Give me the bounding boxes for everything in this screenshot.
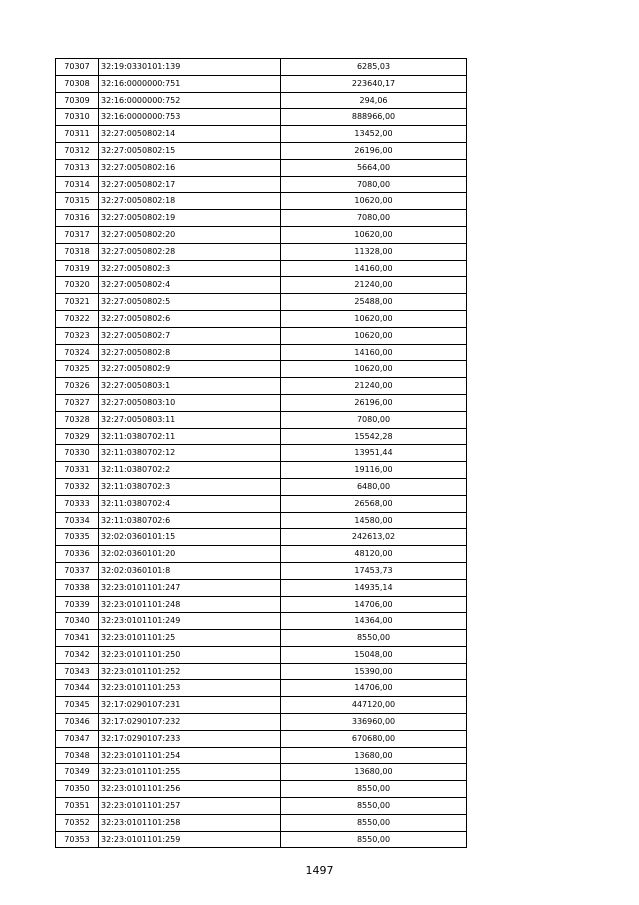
cadastral-code-cell: 32:27:0050802:15 [99, 142, 281, 159]
cadastral-code-cell: 32:27:0050803:11 [99, 411, 281, 428]
records-table-body [56, 59, 467, 848]
row-number-cell: 70351 [56, 798, 99, 815]
value-cell: 7080,00 [281, 210, 467, 227]
table-row [56, 663, 467, 680]
value-cell: 13680,00 [281, 764, 467, 781]
row-number-cell: 70341 [56, 630, 99, 647]
table-row [56, 327, 467, 344]
value-cell: 26196,00 [281, 142, 467, 159]
row-number-cell: 70345 [56, 697, 99, 714]
cadastral-code-cell: 32:23:0101101:258 [99, 814, 281, 831]
cadastral-code-cell: 32:23:0101101:252 [99, 663, 281, 680]
cadastral-code-cell: 32:23:0101101:25 [99, 630, 281, 647]
table-row [56, 394, 467, 411]
cadastral-code-cell: 32:27:0050803:10 [99, 394, 281, 411]
row-number-cell: 70316 [56, 210, 99, 227]
table-row [56, 361, 467, 378]
row-number-cell: 70350 [56, 781, 99, 798]
page-number: 1497 [305, 864, 334, 877]
table-row [56, 814, 467, 831]
table-row [56, 579, 467, 596]
cadastral-code-cell: 32:11:0380702:4 [99, 495, 281, 512]
cadastral-code-cell: 32:11:0380702:11 [99, 428, 281, 445]
table-row [56, 462, 467, 479]
cadastral-code-cell: 32:23:0101101:248 [99, 596, 281, 613]
cadastral-code-cell: 32:16:0000000:753 [99, 109, 281, 126]
table-row [56, 495, 467, 512]
row-number-cell: 70343 [56, 663, 99, 680]
row-number-cell: 70344 [56, 680, 99, 697]
value-cell: 7080,00 [281, 411, 467, 428]
cadastral-code-cell: 32:16:0000000:752 [99, 92, 281, 109]
table-row [56, 546, 467, 563]
cadastral-code-cell: 32:27:0050802:6 [99, 310, 281, 327]
table-row [56, 109, 467, 126]
row-number-cell: 70318 [56, 243, 99, 260]
cadastral-code-cell: 32:27:0050802:20 [99, 226, 281, 243]
row-number-cell: 70332 [56, 478, 99, 495]
cadastral-code-cell: 32:23:0101101:247 [99, 579, 281, 596]
table-row [56, 142, 467, 159]
table-row [56, 378, 467, 395]
row-number-cell: 70309 [56, 92, 99, 109]
row-number-cell: 70315 [56, 193, 99, 210]
value-cell: 10620,00 [281, 310, 467, 327]
value-cell: 8550,00 [281, 814, 467, 831]
row-number-cell: 70312 [56, 142, 99, 159]
value-cell: 8550,00 [281, 781, 467, 798]
value-cell: 242613,02 [281, 529, 467, 546]
row-number-cell: 70336 [56, 546, 99, 563]
value-cell: 26196,00 [281, 394, 467, 411]
value-cell: 14160,00 [281, 344, 467, 361]
value-cell: 15048,00 [281, 646, 467, 663]
cadastral-code-cell: 32:17:0290107:233 [99, 730, 281, 747]
table-row [56, 529, 467, 546]
cadastral-code-cell: 32:27:0050802:14 [99, 126, 281, 143]
row-number-cell: 70308 [56, 75, 99, 92]
row-number-cell: 70320 [56, 277, 99, 294]
table-row [56, 176, 467, 193]
row-number-cell: 70314 [56, 176, 99, 193]
row-number-cell: 70337 [56, 562, 99, 579]
value-cell: 10620,00 [281, 193, 467, 210]
value-cell: 8550,00 [281, 798, 467, 815]
table-row [56, 747, 467, 764]
value-cell: 8550,00 [281, 831, 467, 848]
table-row [56, 714, 467, 731]
table-row [56, 75, 467, 92]
cadastral-code-cell: 32:27:0050802:28 [99, 243, 281, 260]
row-number-cell: 70319 [56, 260, 99, 277]
value-cell: 10620,00 [281, 226, 467, 243]
value-cell: 5664,00 [281, 159, 467, 176]
table-row [56, 512, 467, 529]
cadastral-code-cell: 32:19:0330101:139 [99, 59, 281, 76]
value-cell: 21240,00 [281, 277, 467, 294]
table-row [56, 344, 467, 361]
row-number-cell: 70340 [56, 613, 99, 630]
row-number-cell: 70335 [56, 529, 99, 546]
cadastral-code-cell: 32:27:0050802:17 [99, 176, 281, 193]
cadastral-code-cell: 32:23:0101101:250 [99, 646, 281, 663]
row-number-cell: 70333 [56, 495, 99, 512]
cadastral-code-cell: 32:23:0101101:255 [99, 764, 281, 781]
value-cell: 13452,00 [281, 126, 467, 143]
table-row [56, 831, 467, 848]
row-number-cell: 70353 [56, 831, 99, 848]
value-cell: 6480,00 [281, 478, 467, 495]
table-row [56, 697, 467, 714]
row-number-cell: 70324 [56, 344, 99, 361]
cadastral-code-cell: 32:11:0380702:2 [99, 462, 281, 479]
value-cell: 223640,17 [281, 75, 467, 92]
row-number-cell: 70323 [56, 327, 99, 344]
table-row [56, 630, 467, 647]
cadastral-code-cell: 32:23:0101101:257 [99, 798, 281, 815]
value-cell: 14364,00 [281, 613, 467, 630]
cadastral-code-cell: 32:02:0360101:15 [99, 529, 281, 546]
value-cell: 13680,00 [281, 747, 467, 764]
table-row [56, 277, 467, 294]
value-cell: 14706,00 [281, 596, 467, 613]
cadastral-code-cell: 32:23:0101101:256 [99, 781, 281, 798]
table-row [56, 445, 467, 462]
value-cell: 26568,00 [281, 495, 467, 512]
value-cell: 7080,00 [281, 176, 467, 193]
value-cell: 17453,73 [281, 562, 467, 579]
table-row [56, 59, 467, 76]
table-row [56, 260, 467, 277]
value-cell: 294,06 [281, 92, 467, 109]
value-cell: 15390,00 [281, 663, 467, 680]
cadastral-code-cell: 32:27:0050802:7 [99, 327, 281, 344]
table-row [56, 730, 467, 747]
row-number-cell: 70330 [56, 445, 99, 462]
cadastral-code-cell: 32:11:0380702:6 [99, 512, 281, 529]
value-cell: 21240,00 [281, 378, 467, 395]
row-number-cell: 70346 [56, 714, 99, 731]
cadastral-code-cell: 32:27:0050802:5 [99, 294, 281, 311]
row-number-cell: 70313 [56, 159, 99, 176]
table-row [56, 210, 467, 227]
row-number-cell: 70331 [56, 462, 99, 479]
cadastral-code-cell: 32:27:0050802:18 [99, 193, 281, 210]
row-number-cell: 70349 [56, 764, 99, 781]
row-number-cell: 70328 [56, 411, 99, 428]
row-number-cell: 70347 [56, 730, 99, 747]
table-row [56, 411, 467, 428]
cadastral-code-cell: 32:11:0380702:3 [99, 478, 281, 495]
cadastral-code-cell: 32:16:0000000:751 [99, 75, 281, 92]
row-number-cell: 70322 [56, 310, 99, 327]
row-number-cell: 70348 [56, 747, 99, 764]
value-cell: 14580,00 [281, 512, 467, 529]
value-cell: 14706,00 [281, 680, 467, 697]
value-cell: 10620,00 [281, 327, 467, 344]
table-row [56, 226, 467, 243]
cadastral-code-cell: 32:27:0050803:1 [99, 378, 281, 395]
cadastral-code-cell: 32:27:0050802:3 [99, 260, 281, 277]
value-cell: 670680,00 [281, 730, 467, 747]
row-number-cell: 70317 [56, 226, 99, 243]
cadastral-code-cell: 32:27:0050802:19 [99, 210, 281, 227]
table-row [56, 310, 467, 327]
table-row [56, 798, 467, 815]
table-row [56, 562, 467, 579]
value-cell: 888966,00 [281, 109, 467, 126]
table-row [56, 243, 467, 260]
value-cell: 336960,00 [281, 714, 467, 731]
row-number-cell: 70326 [56, 378, 99, 395]
row-number-cell: 70311 [56, 126, 99, 143]
cadastral-code-cell: 32:23:0101101:254 [99, 747, 281, 764]
row-number-cell: 70307 [56, 59, 99, 76]
table-row [56, 478, 467, 495]
row-number-cell: 70352 [56, 814, 99, 831]
value-cell: 447120,00 [281, 697, 467, 714]
row-number-cell: 70327 [56, 394, 99, 411]
records-table [55, 58, 467, 848]
value-cell: 6285,03 [281, 59, 467, 76]
table-row [56, 92, 467, 109]
table-row [56, 294, 467, 311]
row-number-cell: 70339 [56, 596, 99, 613]
cadastral-code-cell: 32:23:0101101:253 [99, 680, 281, 697]
cadastral-code-cell: 32:23:0101101:259 [99, 831, 281, 848]
row-number-cell: 70329 [56, 428, 99, 445]
value-cell: 25488,00 [281, 294, 467, 311]
cadastral-code-cell: 32:27:0050802:9 [99, 361, 281, 378]
table-row [56, 781, 467, 798]
row-number-cell: 70338 [56, 579, 99, 596]
table-row [56, 613, 467, 630]
table-row [56, 428, 467, 445]
row-number-cell: 70325 [56, 361, 99, 378]
cadastral-code-cell: 32:27:0050802:4 [99, 277, 281, 294]
value-cell: 11328,00 [281, 243, 467, 260]
value-cell: 8550,00 [281, 630, 467, 647]
cadastral-code-cell: 32:23:0101101:249 [99, 613, 281, 630]
cadastral-code-cell: 32:27:0050802:16 [99, 159, 281, 176]
cadastral-code-cell: 32:17:0290107:232 [99, 714, 281, 731]
value-cell: 13951,44 [281, 445, 467, 462]
table-row [56, 764, 467, 781]
cadastral-code-cell: 32:11:0380702:12 [99, 445, 281, 462]
value-cell: 14935,14 [281, 579, 467, 596]
value-cell: 10620,00 [281, 361, 467, 378]
row-number-cell: 70321 [56, 294, 99, 311]
cadastral-code-cell: 32:17:0290107:231 [99, 697, 281, 714]
cadastral-code-cell: 32:02:0360101:20 [99, 546, 281, 563]
table-row [56, 680, 467, 697]
table-row [56, 646, 467, 663]
value-cell: 48120,00 [281, 546, 467, 563]
row-number-cell: 70310 [56, 109, 99, 126]
row-number-cell: 70334 [56, 512, 99, 529]
table-row [56, 193, 467, 210]
value-cell: 15542,28 [281, 428, 467, 445]
value-cell: 14160,00 [281, 260, 467, 277]
table-row [56, 596, 467, 613]
table-row [56, 126, 467, 143]
cadastral-code-cell: 32:02:0360101:8 [99, 562, 281, 579]
cadastral-code-cell: 32:27:0050802:8 [99, 344, 281, 361]
value-cell: 19116,00 [281, 462, 467, 479]
table-row [56, 159, 467, 176]
row-number-cell: 70342 [56, 646, 99, 663]
